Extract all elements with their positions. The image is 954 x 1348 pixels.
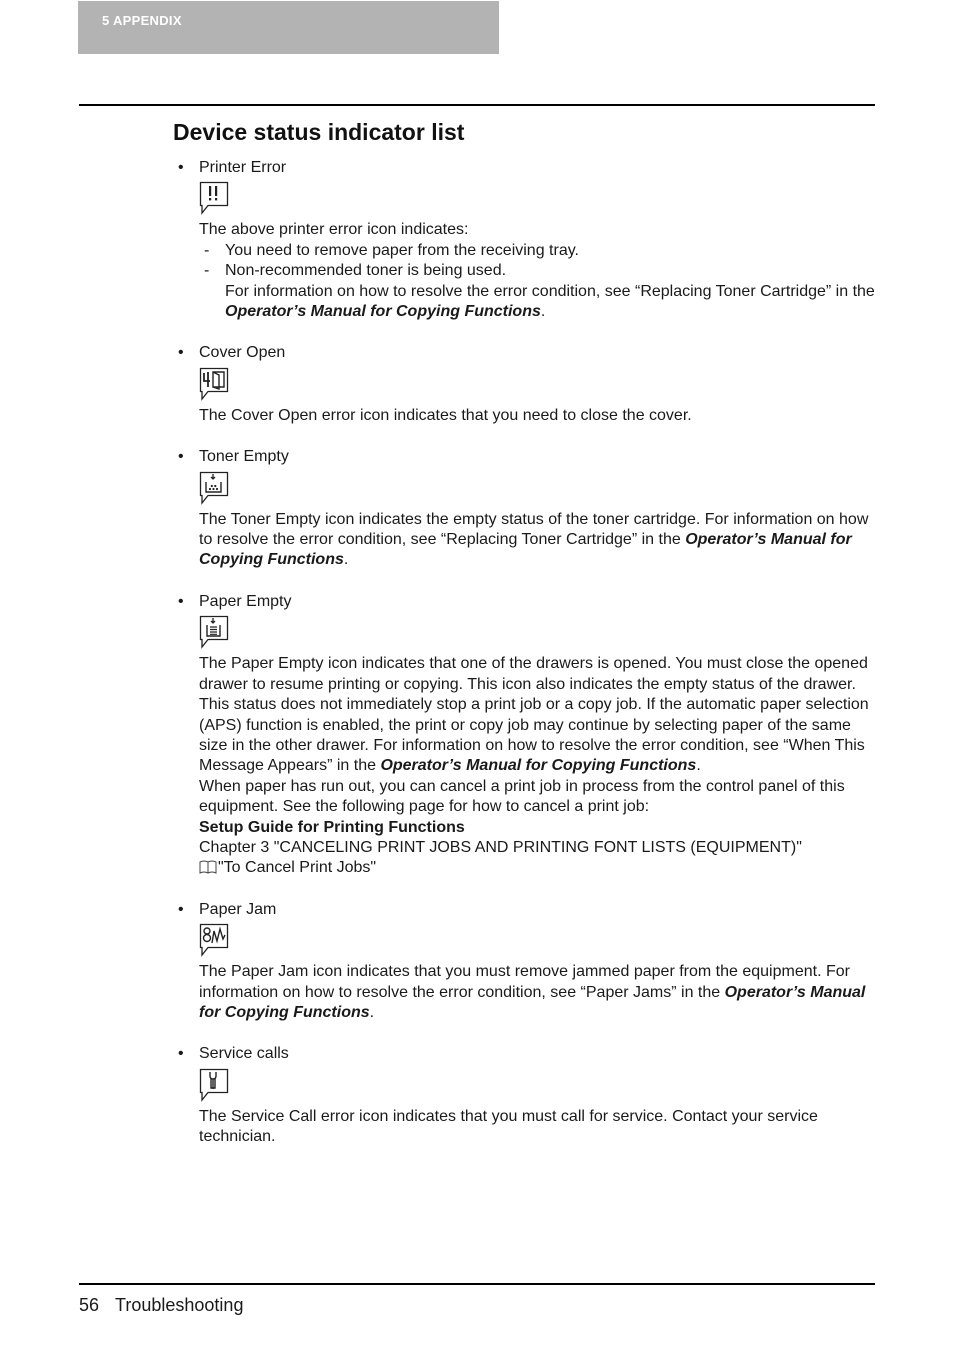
footer-section: Troubleshooting: [115, 1295, 244, 1315]
printer-error-icon: [199, 181, 229, 215]
bullet: •: [178, 592, 184, 610]
chapter-tab: [78, 1, 499, 54]
list-item-cover-open: [173, 343, 875, 426]
bullet: •: [178, 448, 184, 466]
list-item-paper-empty: [173, 592, 875, 879]
status-list: [173, 158, 875, 1169]
item-label: Service calls: [199, 1045, 289, 1063]
item-description: The Service Call error icon indicates that you must call for service. Contact your service technician.: [199, 1107, 818, 1146]
list-item-printer-error: [173, 158, 875, 322]
chapter-reference: Chapter 3 "CANCELING PRINT JOBS AND PRINTING FONT LISTS (EQUIPMENT)": [199, 838, 802, 856]
dash-item: - Non-recommended toner is being used.: [204, 262, 507, 280]
item-intro: The above printer error icon indicates:: [199, 221, 469, 239]
bottom-rule: [79, 1283, 875, 1285]
reference-text: For information on how to resolve the error condition, see “Replacing Toner Cartridge” in the Operator’s Manual for Copying Functions.: [225, 282, 875, 321]
bullet: •: [178, 900, 184, 918]
cancel-note: When paper has run out, you can cancel a print job in process from the control panel of this equipment. See the following page for how to cancel a print job:: [199, 777, 845, 816]
cover-open-icon: [199, 367, 229, 401]
item-label: Toner Empty: [199, 448, 289, 466]
bullet: •: [178, 159, 184, 176]
bullet: •: [178, 344, 184, 362]
item-label: Cover Open: [199, 344, 286, 362]
item-description: The Cover Open error icon indicates that you need to close the cover.: [199, 406, 692, 424]
paper-jam-icon: [199, 923, 229, 957]
item-label: Paper Empty: [199, 592, 292, 610]
service-call-icon: [199, 1068, 229, 1102]
manual-reference: Operator’s Manual for Copying Functions: [380, 757, 697, 775]
item-description: The Toner Empty icon indicates the empty status of the toner cartridge. For information on how to resolve the error condition, see “Replacing Toner Cartridge” in the Operator’s Manual for Copying Functions.: [199, 510, 869, 569]
book-icon: [199, 860, 217, 874]
list-item-toner-empty: [173, 447, 875, 571]
item-label: Printer Error: [199, 159, 287, 176]
item-description: The Paper Empty icon indicates that one of the drawers is opened. You must close the opened drawer to resume printing or copying. This icon also indicates the empty status of the drawer. This status does not immediately stop a print job or a copy job. If the automatic paper selection (APS) function is enabled, the print or copy job may continue by selecting paper of the same size in the other drawer. For information on how to resolve the error condition, see “When This Message Appears” in the Operator’s Manual for Copying Functions.: [199, 655, 869, 775]
bullet: •: [178, 1045, 184, 1063]
guide-title: Setup Guide for Printing Functions: [199, 818, 465, 836]
manual-reference: Operator’s Manual for Copying Functions: [199, 531, 852, 569]
page-number: 56: [79, 1295, 100, 1315]
manual-reference: Operator’s Manual for Copying Functions: [225, 303, 541, 321]
toner-empty-icon: [199, 471, 229, 505]
item-description: The Paper Jam icon indicates that you must remove jammed paper from the equipment. For information on how to resolve the error condition, see “Paper Jams” in the Operator’s Manual for Copying Functions.: [199, 963, 866, 1021]
manual-reference: Operator’s Manual for Copying Functions: [199, 983, 866, 1021]
page-footer: [79, 1295, 243, 1316]
item-label: Paper Jam: [199, 900, 277, 918]
list-item-paper-jam: [173, 900, 875, 1024]
dash-item: - You need to remove paper from the receiving tray.: [204, 241, 579, 259]
chapter-label: 5 APPENDIX: [102, 13, 182, 28]
top-rule: [79, 104, 875, 106]
paper-empty-icon: [199, 615, 229, 649]
page-reference-link[interactable]: "To Cancel Print Jobs": [218, 859, 377, 877]
list-item-service-calls: [173, 1044, 875, 1147]
page-title: Device status indicator list: [173, 119, 465, 145]
page-reference: [199, 858, 875, 878]
